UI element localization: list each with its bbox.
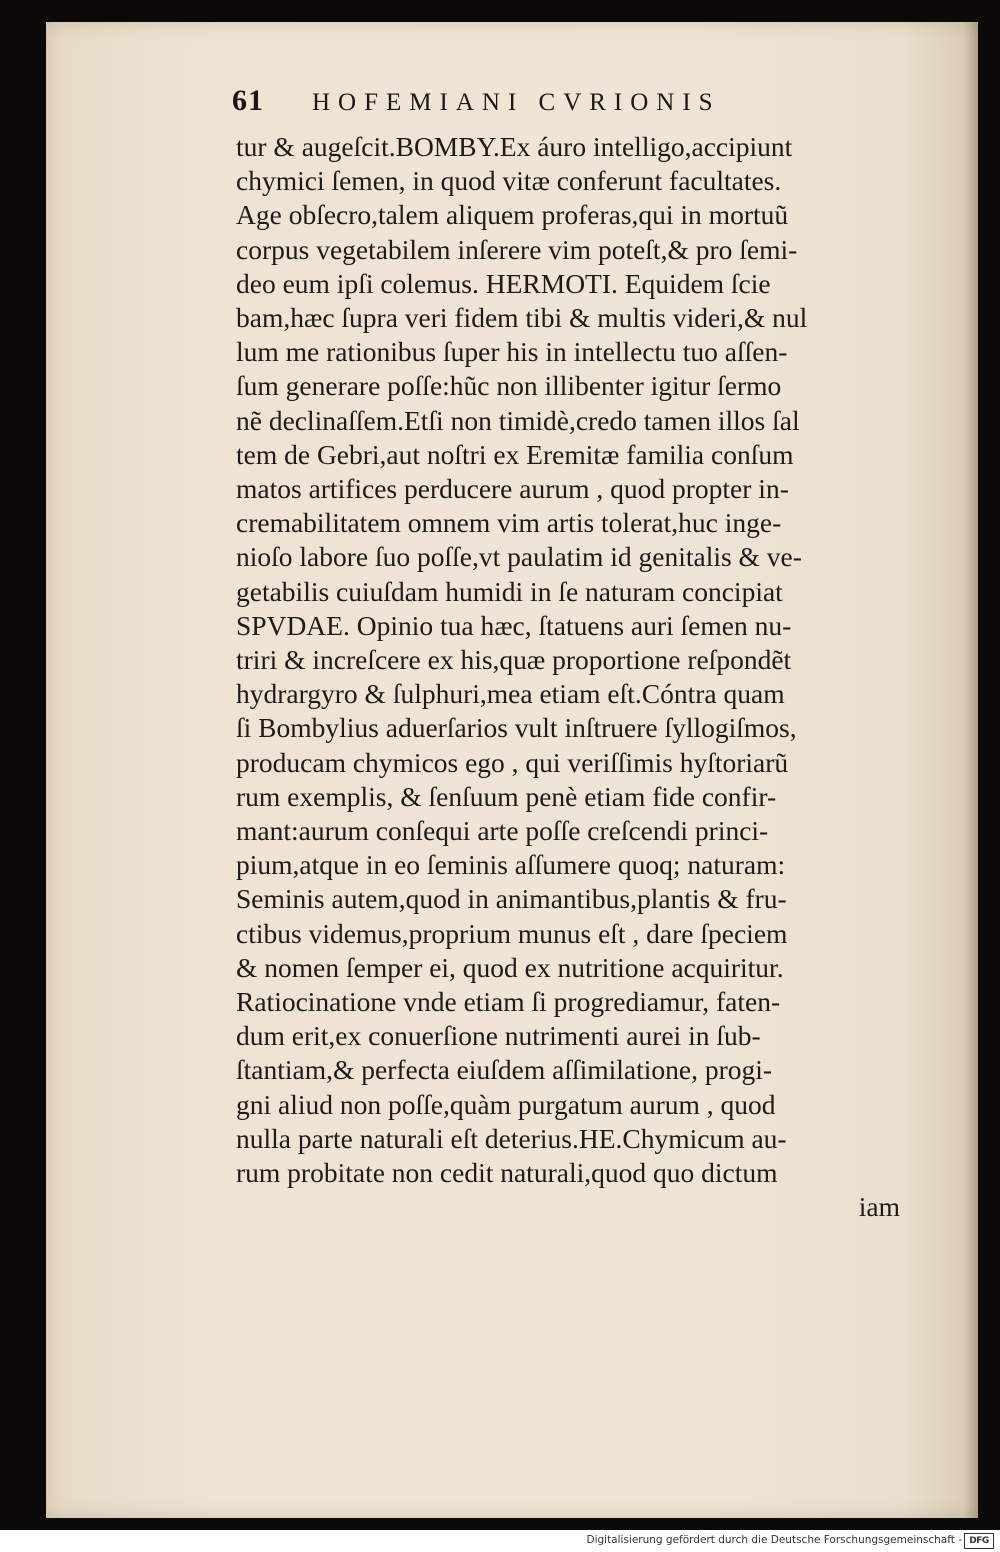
text-line: corpus vegetabilem inſerere vim poteſt,& pro ſemi- — [236, 233, 798, 265]
dfg-logo: DFG — [964, 1533, 994, 1549]
text-line: producam chymicos ego , qui veriſſimis hyſtoriarũ — [236, 746, 789, 778]
funding-credit: Digitalisierung gefördert durch die Deutsche Forschungsgemeinschaft - — [586, 1534, 962, 1546]
text-line: ſtantiam,& perfecta eiuſdem aſſimilatione, progi- — [236, 1054, 773, 1086]
text-line: cremabilitatem omnem vim artis tolerat,huc inge- — [236, 507, 782, 539]
text-line: getabilis cuiuſdam humidi in ſe naturam concipiat — [236, 575, 783, 607]
text-line: deo eum ipſi colemus. HERMOTI. Equidem ſcie — [236, 267, 771, 299]
text-line: Age obſecro,talem aliquem proferas,qui in mortuũ — [236, 199, 789, 231]
running-title: HOFEMIANI CVRIONIS — [312, 89, 721, 116]
text-line: mant:aurum conſequi arte poſſe creſcendi princi- — [236, 815, 769, 847]
text-line: SPVDAE. Opinio tua hæc, ſtatuens auri ſemen nu- — [236, 609, 792, 641]
text-line: chymici ſemen, in quod vitæ conferunt facultates. — [236, 165, 782, 197]
text-line: triri & increſcere ex his,quæ proportione reſpondẽt — [236, 644, 792, 676]
text-line: ctibus videmus,proprium munus eſt , dare ſpeciem — [236, 917, 788, 949]
text-line: pium,atque in eo ſeminis aſſumere quoq; naturam: — [236, 849, 786, 881]
page-edge-shadow — [964, 22, 978, 1518]
text-line: & nomen ſemper ei, quod ex nutritione acquiritur. — [236, 951, 784, 983]
text-line: bam,hæc ſupra veri fidem tibi & multis videri,& nul — [236, 302, 808, 334]
text-line: rum exemplis, & ſenſuum penè etiam fide confir- — [236, 780, 777, 812]
text-line: ſum generare poſſe:hũc non illibenter igitur ſermo — [236, 370, 782, 402]
text-line: lum me rationibus ſuper his in intellectu tuo aſſen- — [236, 336, 788, 368]
text-line: ſi Bombylius aduerſarios vult inſtruere ſyllogiſmos, — [236, 712, 797, 744]
page-header — [232, 84, 804, 118]
text-line: matos artifices perducere aurum , quod propter in- — [236, 473, 789, 505]
text-line: hydrargyro & ſulphuri,mea etiam eſt.Cóntra quam — [236, 678, 785, 710]
text-line: nulla parte naturali eſt deterius.HE.Chymicum au- — [236, 1122, 787, 1154]
text-line: tem de Gebri,aut noſtri ex Eremitæ familia conſum — [236, 438, 794, 470]
text-line: gni aliud non poſſe,quàm purgatum aurum , quod — [236, 1088, 776, 1120]
text-line: Seminis autem,quod in animantibus,plantis & fru- — [236, 883, 787, 915]
catchword: iam — [858, 1191, 900, 1223]
text-line: tur & augeſcit.BOMBY.Ex áuro intelligo,accipiunt — [236, 131, 793, 162]
text-line: Ratiocinatione vnde etiam ſi progrediamur, faten- — [236, 986, 781, 1018]
text-line: dum erit,ex conuerſione nutrimenti aurei in ſub- — [236, 1020, 761, 1052]
text-line: rum probitate non cedit naturali,quod quo dictum — [236, 1157, 778, 1189]
body-text — [236, 130, 900, 1225]
text-line: nẽ declinaſſem.Etſi non timidè,credo tamen illos ſal — [236, 404, 800, 436]
footer-bar — [0, 1530, 1000, 1552]
page-number: 61 — [232, 84, 264, 117]
text-line: nioſo labore ſuo poſſe,vt paulatim id genitalis & ve- — [236, 541, 802, 573]
